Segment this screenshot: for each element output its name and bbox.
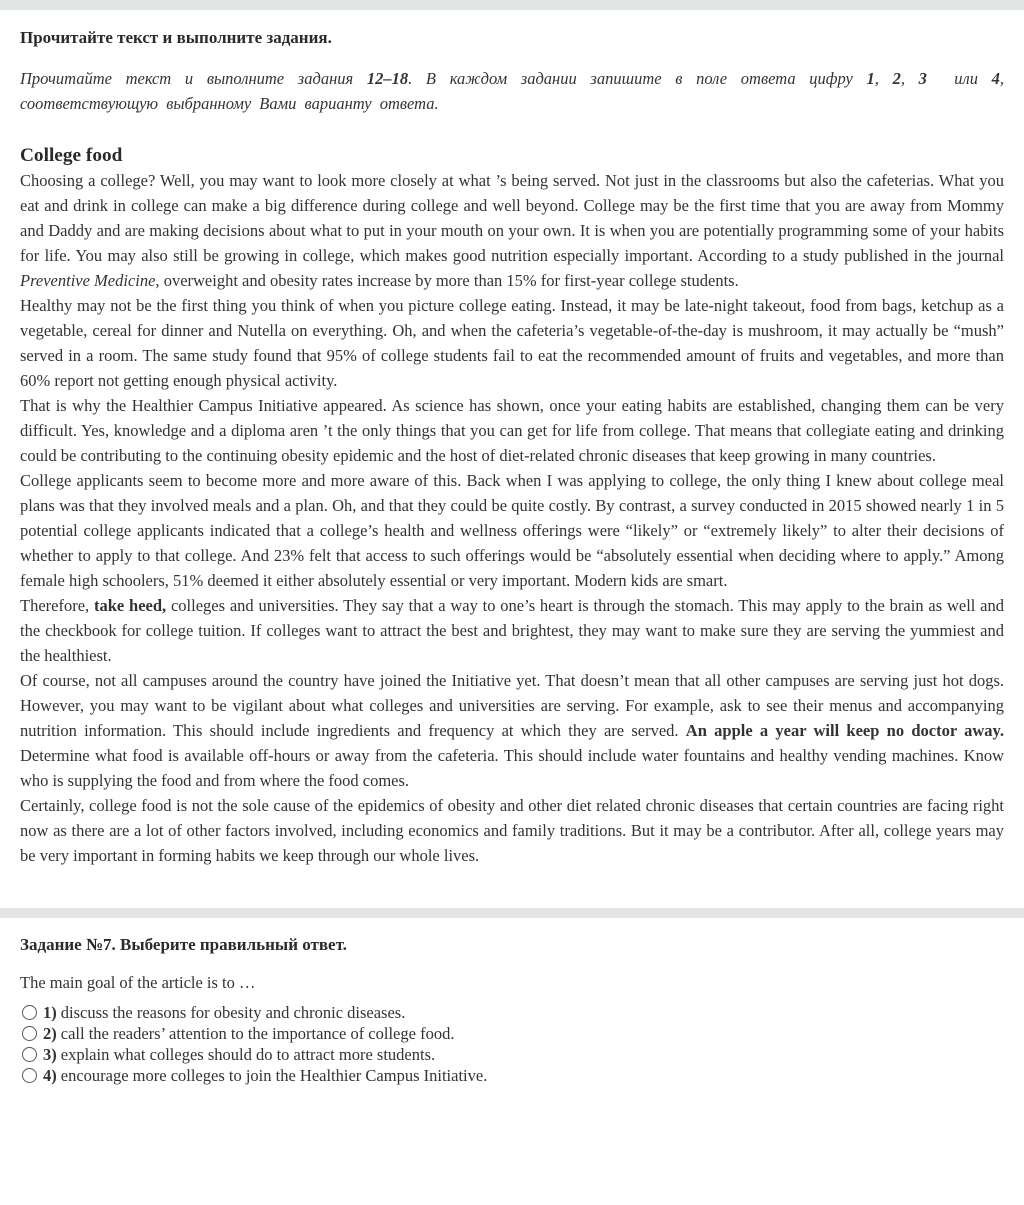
option-text: explain what colleges should do to attract more students. — [60, 1045, 436, 1064]
article-paragraph-3: That is why the Healthier Campus Initiative appeared. As science has shown, once your eating habits are established, changing them can be very difficult. Yes, knowledge and a diploma aren ’t the only things that you can get for life from college. That means that collegiate eating and drinking could be contributing to the continuing obesity epidemic and the host of diet-related chronic diseases that keep growing in many countries. — [20, 396, 1004, 465]
radio-button-icon[interactable] — [22, 1068, 37, 1083]
task-section — [0, 934, 1024, 1131]
article-paragraph-4: College applicants seem to become more and more aware of this. Back when I was applying to college, the only thing I knew about college meal plans was that they involved meals and a plan. Oh, and that they could be quite costly. By contrast, a survey conducted in 2015 showed nearly 1 in 5 potential college applicants indicated that a college’s health and wellness offerings were “likely” or “extremely likely” to alter their decisions of whether to apply to that college. And 23% felt that access to such offerings would be “absolutely essential when deciding where to apply.” Among female high schoolers, 51% deemed it either absolutely essential or very important. Modern kids are smart. — [20, 471, 1004, 590]
option-number: 4) — [43, 1066, 57, 1085]
radio-button-icon[interactable] — [22, 1047, 37, 1062]
top-separator — [0, 0, 1024, 10]
article-title: College food — [20, 145, 123, 166]
highlight-phrase: An apple a year will keep no doctor away. — [685, 721, 1005, 740]
answer-option-2[interactable] — [20, 1023, 1004, 1044]
question-text: The main goal of the article is to … — [20, 973, 256, 992]
radio-button-icon[interactable] — [22, 1026, 37, 1041]
option-number: 2) — [43, 1024, 57, 1043]
answer-option-4[interactable] — [20, 1065, 1004, 1086]
article-paragraph-7: Certainly, college food is not the sole cause of the epidemics of obesity and other diet related chronic diseases that certain countries are facing right now as there are a lot of other factors involved, including economics and family traditions. But it may be a contributor. After all, college years may be very important in forming habits we keep through our whole lives. — [20, 796, 1004, 865]
instructions-title: Прочитайте текст и выполните задания. — [20, 28, 332, 47]
article-paragraph-2: Healthy may not be the first thing you think of when you picture college eating. Instead, it may be late-night takeout, food from bags, ketchup as a vegetable, cereal for dinner and Nutella on everything. Oh, and when the cafeteria’s vegetable-of-the-day is mushroom, it may actually be “mush” served in a room. The same study found that 95% of college students fail to eat the recommended amount of fruits and vegetables, and more than 60% report not getting enough physical activity. — [20, 296, 1004, 390]
task-title: Задание №7. Выберите правильный ответ. — [20, 935, 347, 954]
option-text: discuss the reasons for obesity and chronic diseases. — [60, 1003, 406, 1022]
article-paragraph-6: Of course, not all campuses around the country have joined the Initiative yet. That doesn’t mean that all other campuses are serving just hot dogs. However, you may want to be vigilant about what colleges and universities are serving. For example, ask to see their menus and accompanying nutrition information. This should include ingredients and frequency at which they are served. An apple a year will keep no doctor away. Determine what food is available off-hours or away from the cafeteria. This should include water fountains and healthy vending machines. Know who is supplying the food and from where the food comes. — [20, 671, 1005, 790]
article-paragraph-1: Choosing a college? Well, you may want to look more closely at what ’s being served. Not just in the classrooms but also the cafeterias. What you eat and drink in college can make a big difference during college and well beyond. College may be the first time that you are away from Mommy and Daddy and are making decisions about what to put in your mouth on your own. It is when you are potentially programming some of your habits for life. You may also still be growing in college, which makes good nutrition especially important. According to a study published in the journal Preventive Medicine, overweight and obesity rates increase by more than 15% for first-year college students. — [20, 171, 1004, 290]
answer-option-1[interactable] — [20, 1002, 1004, 1023]
answer-options — [20, 1002, 1004, 1086]
reading-section — [0, 27, 1024, 868]
highlight-phrase: take heed, — [93, 596, 167, 615]
answer-option-3[interactable] — [20, 1044, 1004, 1065]
journal-name: Preventive Medicine, — [20, 271, 160, 290]
instructions-text: Прочитайте текст и выполните задания 12–18. В каждом задании запишите в поле ответа цифру 1, 2, 3 или 4, соответствующую выбранному Вами варианту ответа. — [20, 69, 1005, 113]
option-number: 1) — [43, 1003, 57, 1022]
task-range: 12–18 — [366, 69, 409, 88]
radio-button-icon[interactable] — [22, 1005, 37, 1020]
option-text: encourage more colleges to join the Healthier Campus Initiative. — [60, 1066, 488, 1085]
option-number: 3) — [43, 1045, 57, 1064]
section-separator — [0, 908, 1024, 918]
article-paragraph-5: Therefore, take heed, colleges and universities. They say that a way to one’s heart is through the stomach. This may apply to the brain as well and the checkbook for college tuition. If colleges want to attract the best and brightest, they may want to make sure they are serving the yummiest and the healthiest. — [20, 596, 1004, 665]
option-text: call the readers’ attention to the importance of college food. — [60, 1024, 455, 1043]
